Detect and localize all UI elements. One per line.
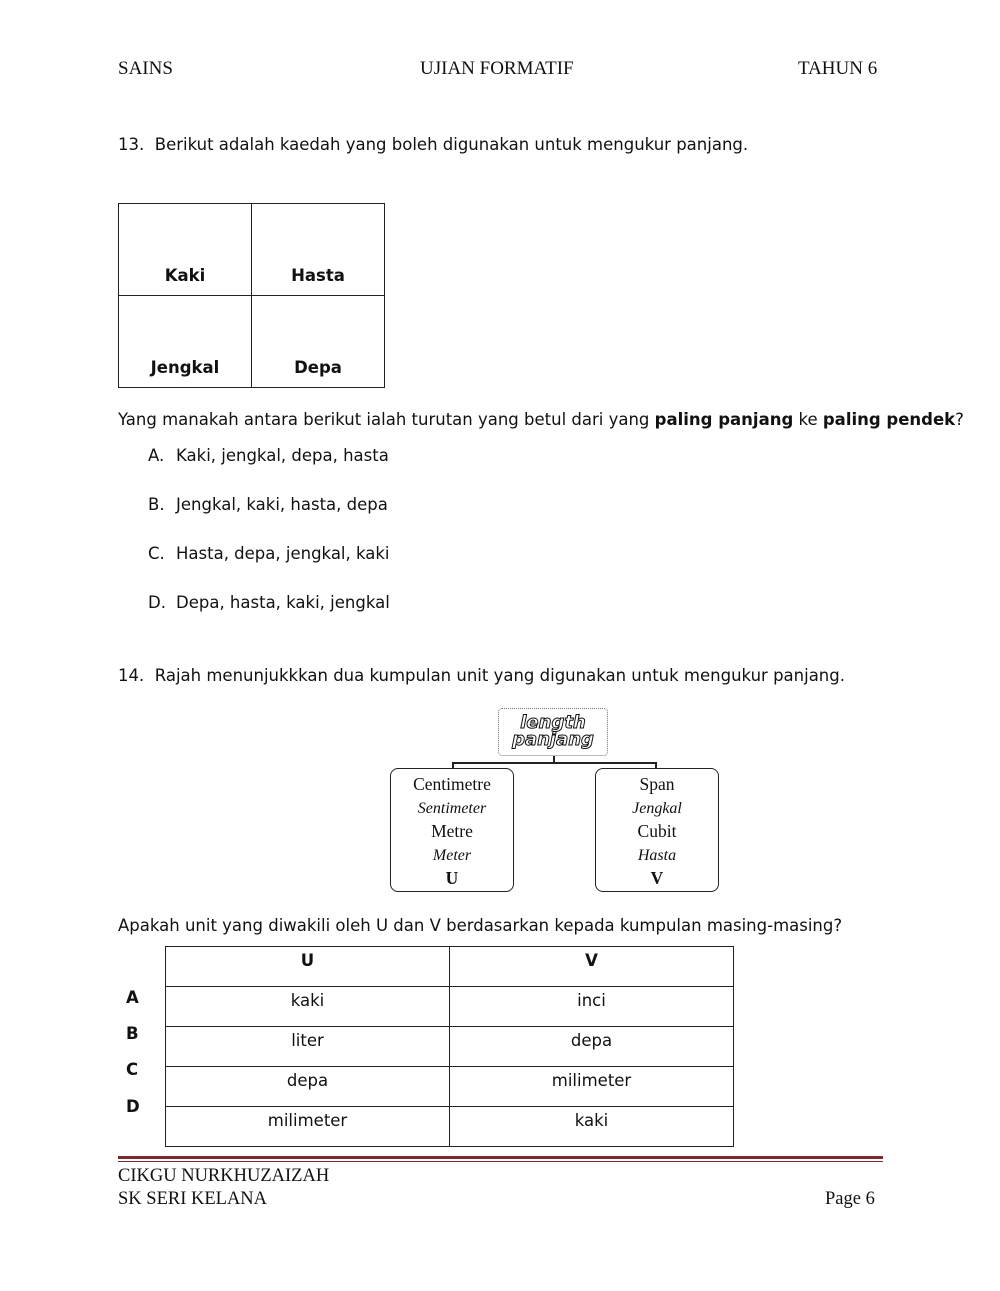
option-text: Hasta, depa, jengkal, kaki	[176, 544, 390, 563]
q13-option-b[interactable]	[148, 495, 388, 514]
option-letter: B.	[148, 495, 165, 514]
option-text: Depa, hasta, kaki, jengkal	[176, 593, 390, 612]
header-year: TAHUN 6	[798, 58, 878, 79]
table-header: U	[166, 947, 450, 987]
diagram-connector	[452, 762, 656, 764]
diagram-root-malay: panjang	[512, 729, 594, 750]
header-title: UJIAN FORMATIF	[420, 58, 574, 79]
option-text: Jengkal, kaki, hasta, depa	[176, 495, 388, 514]
q13-stem-text: Berikut adalah kaedah yang boleh digunakan untuk mengukur panjang.	[154, 135, 749, 154]
q13-option-d[interactable]	[148, 593, 390, 612]
option-letter: C.	[148, 544, 165, 563]
q14-number: 14.	[118, 666, 145, 685]
row-label-d[interactable]: D	[126, 1097, 140, 1116]
footer-school: SK SERI KELANA	[118, 1189, 268, 1209]
footer-teacher: CIKGU NURKHUZAIZAH	[118, 1166, 330, 1186]
header-subject: SAINS	[118, 58, 173, 79]
diagram-group-u	[390, 768, 514, 892]
table-row[interactable]	[166, 987, 734, 1027]
unit-label: Centimetre	[413, 774, 491, 794]
q14-question: Apakah unit yang diwakili oleh U dan V berdasarkan kepada kumpulan masing-masing?	[118, 916, 843, 935]
cell-v: depa	[450, 1027, 734, 1067]
table-row[interactable]	[166, 1107, 734, 1147]
cell-v: milimeter	[450, 1067, 734, 1107]
grid-cell: Hasta	[252, 204, 385, 296]
footer-divider-thin	[118, 1161, 883, 1162]
q13-number: 13.	[118, 135, 145, 154]
table-row[interactable]	[166, 1067, 734, 1107]
grid-cell: Depa	[252, 296, 385, 388]
q13-question	[118, 410, 964, 429]
q13-question-mid: ke	[793, 410, 823, 429]
unit-label: Meter	[432, 846, 472, 864]
unit-label: V	[650, 868, 664, 888]
option-text: Kaki, jengkal, depa, hasta	[176, 446, 389, 465]
q13-option-a[interactable]	[148, 446, 389, 465]
q13-stem	[118, 135, 748, 154]
row-label-c[interactable]: C	[126, 1060, 139, 1079]
q14-unit-diagram	[385, 705, 725, 900]
diagram-root-box	[498, 708, 608, 756]
table-header: V	[450, 947, 734, 987]
grid-cell: Kaki	[119, 204, 252, 296]
unit-label: Jengkal	[632, 799, 682, 817]
q14-stem-text: Rajah menunjukkkan dua kumpulan unit yang digunakan untuk mengukur panjang.	[154, 666, 845, 685]
q13-methods-grid	[118, 203, 385, 388]
unit-label: Span	[639, 774, 675, 794]
cell-u: milimeter	[166, 1107, 450, 1147]
q13-option-c[interactable]	[148, 544, 390, 563]
footer-page-number: Page 6	[825, 1189, 875, 1209]
cell-u: depa	[166, 1067, 450, 1107]
cell-v: inci	[450, 987, 734, 1027]
q13-question-bold1: paling panjang	[654, 410, 794, 429]
table-row[interactable]	[166, 1027, 734, 1067]
q14-answer-table	[165, 946, 734, 1147]
q13-question-bold2: paling pendek	[822, 410, 956, 429]
footer-divider	[118, 1156, 883, 1159]
cell-u: kaki	[166, 987, 450, 1027]
unit-label: Sentimeter	[417, 799, 487, 817]
q13-question-pre: Yang manakah antara berikut ialah turutan yang betul dari yang	[118, 410, 655, 429]
unit-label: Hasta	[637, 846, 677, 864]
q14-stem	[118, 666, 845, 685]
unit-label: Metre	[431, 821, 473, 841]
q13-question-end: ?	[955, 410, 964, 429]
diagram-root-english: length	[520, 712, 586, 733]
row-label-a[interactable]: A	[126, 988, 139, 1007]
option-letter: D.	[148, 593, 166, 612]
grid-cell: Jengkal	[119, 296, 252, 388]
unit-label: U	[445, 868, 459, 888]
row-label-b[interactable]: B	[126, 1024, 139, 1043]
diagram-group-v	[595, 768, 719, 892]
cell-v: kaki	[450, 1107, 734, 1147]
cell-u: liter	[166, 1027, 450, 1067]
unit-label: Cubit	[637, 821, 677, 841]
option-letter: A.	[148, 446, 165, 465]
